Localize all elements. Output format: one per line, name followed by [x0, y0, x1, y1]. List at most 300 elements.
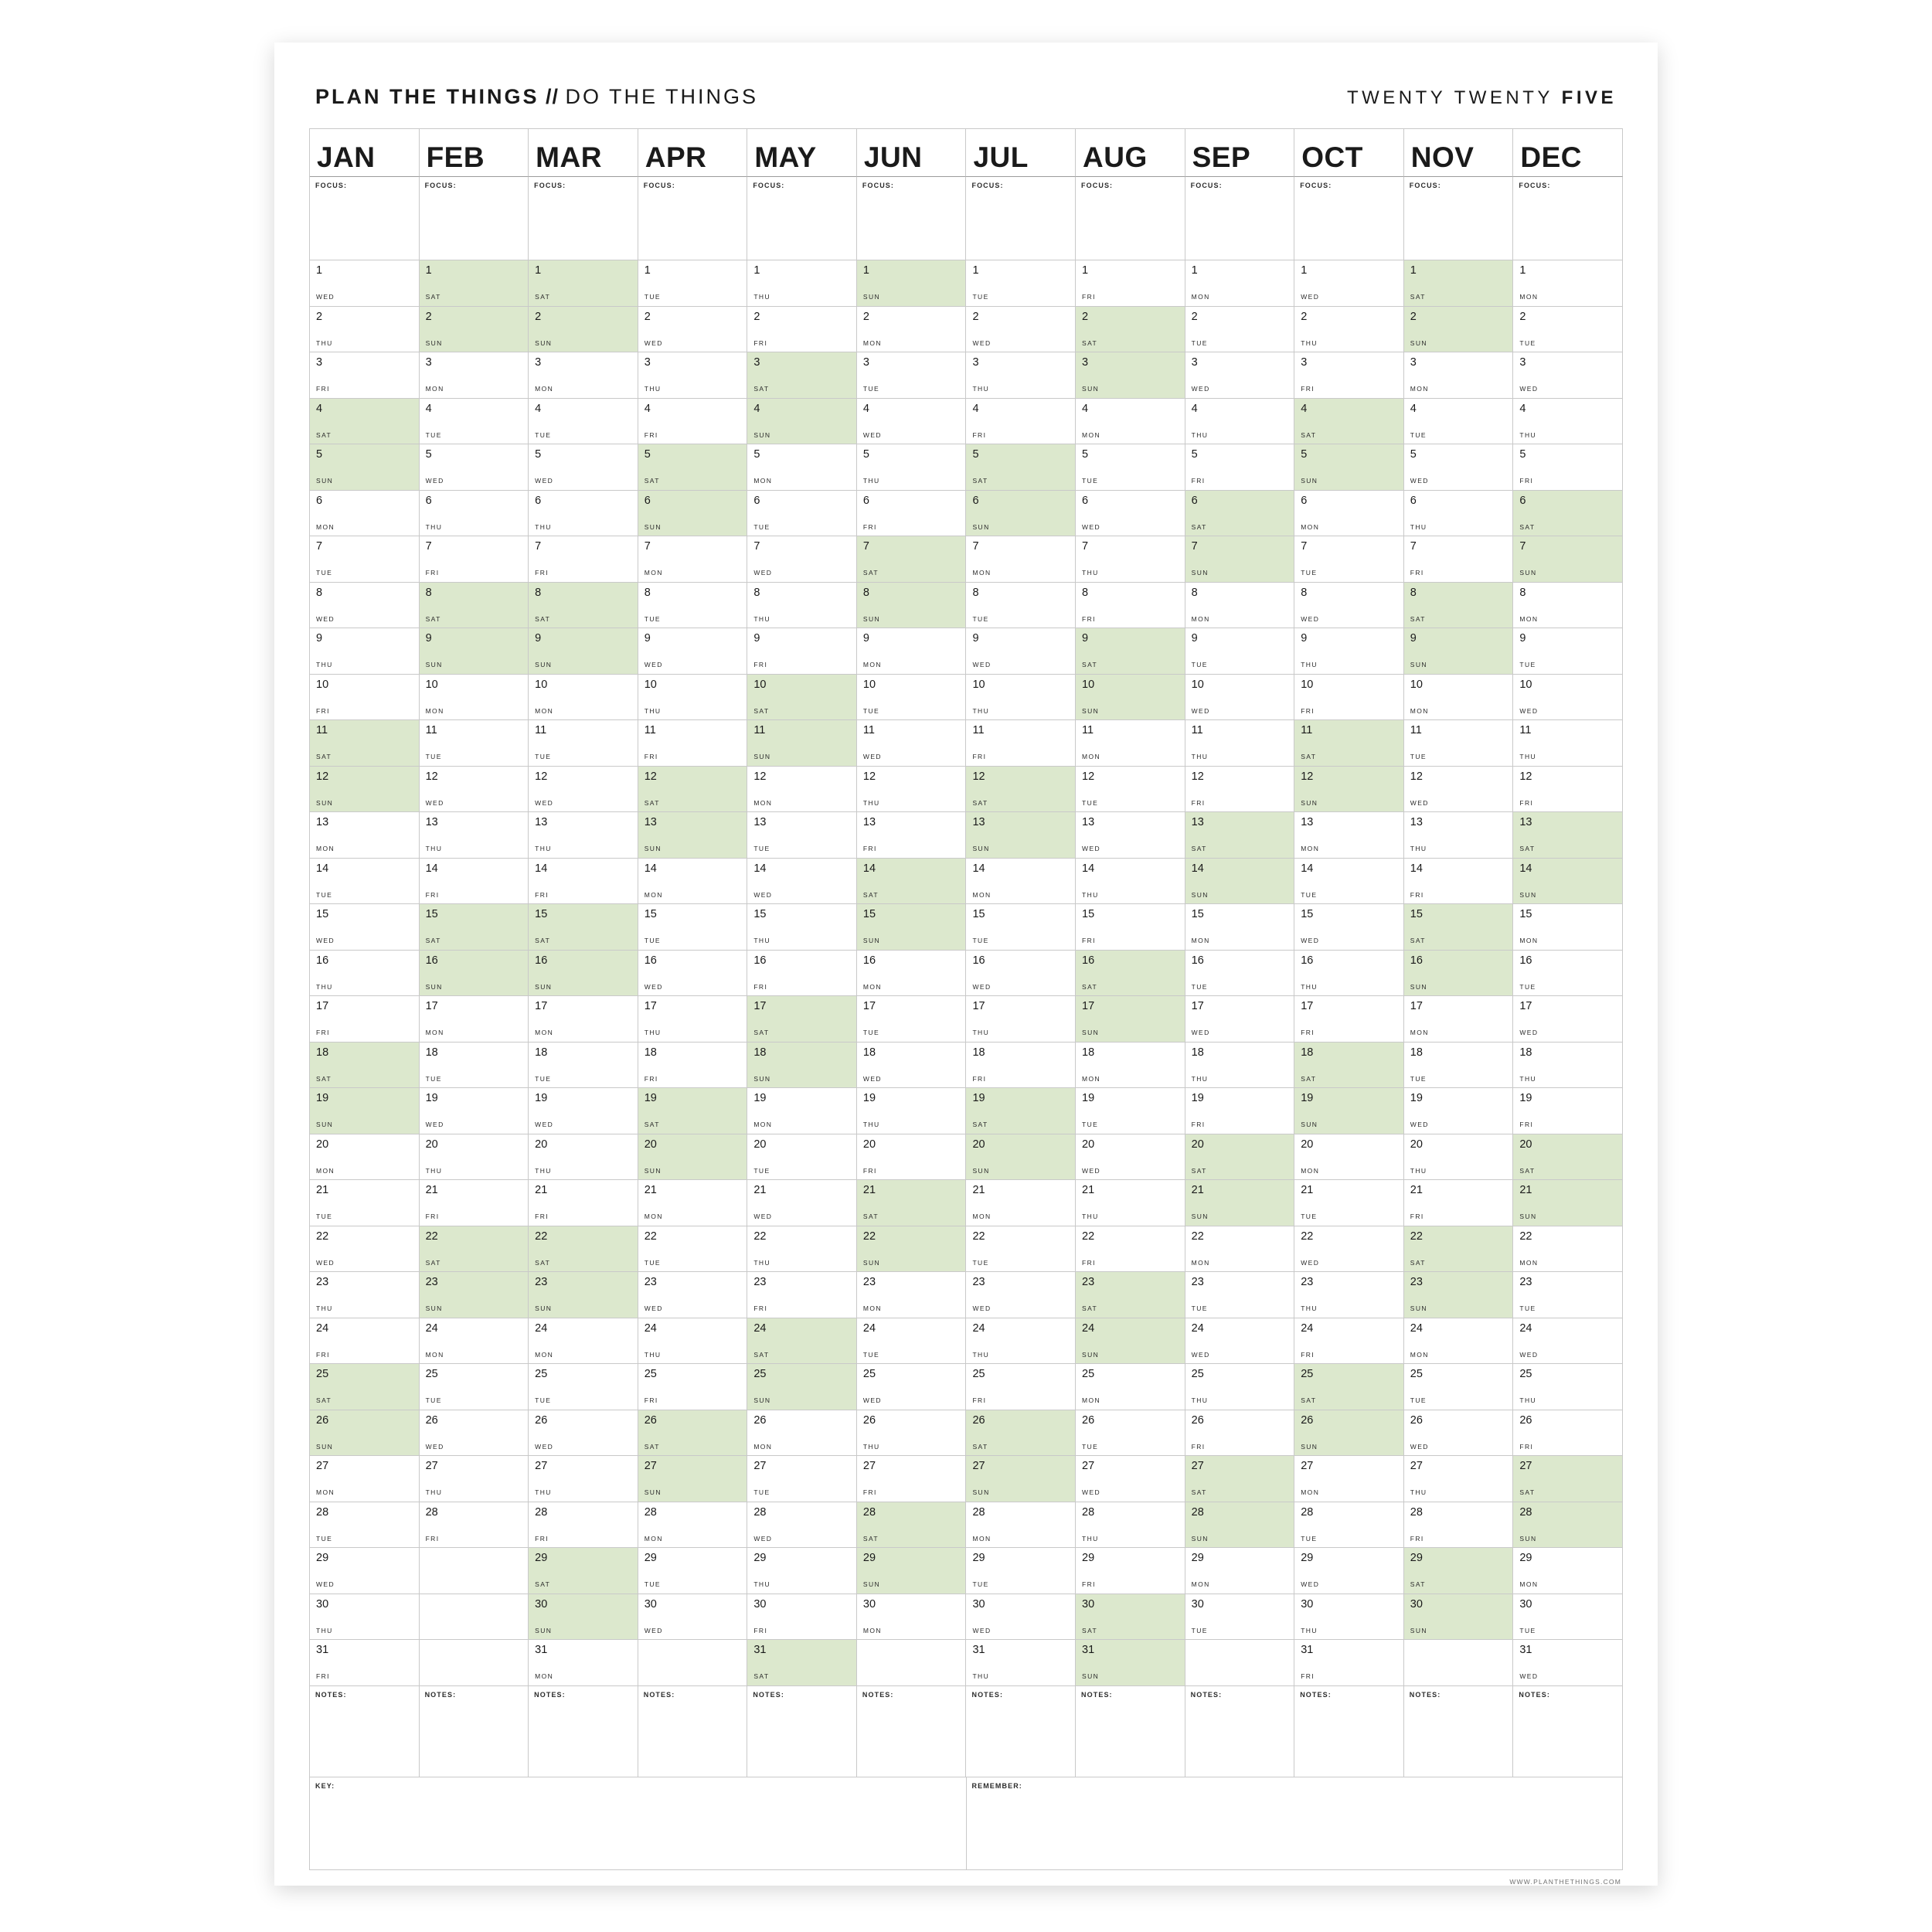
day-cell-apr-24[interactable] — [638, 1318, 748, 1365]
day-cell-oct-15[interactable] — [1294, 904, 1404, 951]
day-cell-aug-17[interactable] — [1076, 996, 1185, 1043]
day-cell-jan-31[interactable] — [310, 1640, 420, 1686]
day-cell-mar-28[interactable] — [529, 1502, 638, 1549]
day-cell-aug-15[interactable] — [1076, 904, 1185, 951]
day-cell-jul-2[interactable] — [966, 307, 1076, 353]
day-cell-nov-19[interactable] — [1404, 1088, 1514, 1134]
day-cell-apr-14[interactable] — [638, 859, 748, 905]
day-cell-apr-28[interactable] — [638, 1502, 748, 1549]
day-cell-jan-20[interactable] — [310, 1134, 420, 1181]
day-cell-oct-9[interactable] — [1294, 628, 1404, 675]
focus-cell-feb[interactable] — [420, 177, 529, 260]
day-cell-sep-23[interactable] — [1185, 1272, 1295, 1318]
day-cell-jan-24[interactable] — [310, 1318, 420, 1365]
day-cell-apr-27[interactable] — [638, 1456, 748, 1502]
day-cell-jul-11[interactable] — [966, 720, 1076, 767]
day-cell-feb-26[interactable] — [420, 1410, 529, 1457]
day-cell-jun-6[interactable] — [857, 491, 967, 537]
day-cell-oct-20[interactable] — [1294, 1134, 1404, 1181]
day-cell-dec-2[interactable] — [1513, 307, 1623, 353]
day-cell-aug-21[interactable] — [1076, 1180, 1185, 1226]
day-cell-mar-30[interactable] — [529, 1594, 638, 1641]
day-cell-mar-21[interactable] — [529, 1180, 638, 1226]
day-cell-aug-19[interactable] — [1076, 1088, 1185, 1134]
day-cell-may-6[interactable] — [747, 491, 857, 537]
day-cell-dec-7[interactable] — [1513, 536, 1623, 583]
day-cell-mar-4[interactable] — [529, 399, 638, 445]
day-cell-sep-8[interactable] — [1185, 583, 1295, 629]
day-cell-aug-30[interactable] — [1076, 1594, 1185, 1641]
notes-cell-may[interactable] — [747, 1686, 857, 1777]
day-cell-mar-12[interactable] — [529, 767, 638, 813]
day-cell-may-4[interactable] — [747, 399, 857, 445]
day-cell-oct-18[interactable] — [1294, 1043, 1404, 1089]
day-cell-jan-1[interactable] — [310, 260, 420, 307]
day-cell-jun-18[interactable] — [857, 1043, 967, 1089]
focus-cell-sep[interactable] — [1185, 177, 1295, 260]
day-cell-oct-30[interactable] — [1294, 1594, 1404, 1641]
day-cell-jun-25[interactable] — [857, 1364, 967, 1410]
day-cell-may-10[interactable] — [747, 675, 857, 721]
focus-cell-mar[interactable] — [529, 177, 638, 260]
day-cell-may-28[interactable] — [747, 1502, 857, 1549]
day-cell-jan-16[interactable] — [310, 951, 420, 997]
day-cell-sep-13[interactable] — [1185, 812, 1295, 859]
day-cell-may-18[interactable] — [747, 1043, 857, 1089]
day-cell-sep-29[interactable] — [1185, 1548, 1295, 1594]
notes-cell-nov[interactable] — [1404, 1686, 1514, 1777]
day-cell-feb-4[interactable] — [420, 399, 529, 445]
day-cell-nov-12[interactable] — [1404, 767, 1514, 813]
day-cell-apr-16[interactable] — [638, 951, 748, 997]
day-cell-sep-5[interactable] — [1185, 444, 1295, 491]
day-cell-sep-17[interactable] — [1185, 996, 1295, 1043]
day-cell-nov-3[interactable] — [1404, 352, 1514, 399]
day-cell-mar-31[interactable] — [529, 1640, 638, 1686]
day-cell-oct-4[interactable] — [1294, 399, 1404, 445]
day-cell-may-12[interactable] — [747, 767, 857, 813]
day-cell-sep-16[interactable] — [1185, 951, 1295, 997]
day-cell-dec-8[interactable] — [1513, 583, 1623, 629]
day-cell-sep-2[interactable] — [1185, 307, 1295, 353]
notes-cell-jul[interactable] — [966, 1686, 1076, 1777]
day-cell-jun-21[interactable] — [857, 1180, 967, 1226]
day-cell-feb-1[interactable] — [420, 260, 529, 307]
day-cell-sep-22[interactable] — [1185, 1226, 1295, 1273]
day-cell-sep-28[interactable] — [1185, 1502, 1295, 1549]
day-cell-oct-26[interactable] — [1294, 1410, 1404, 1457]
day-cell-jun-2[interactable] — [857, 307, 967, 353]
day-cell-aug-14[interactable] — [1076, 859, 1185, 905]
day-cell-jul-4[interactable] — [966, 399, 1076, 445]
day-cell-nov-4[interactable] — [1404, 399, 1514, 445]
day-cell-dec-29[interactable] — [1513, 1548, 1623, 1594]
day-cell-apr-25[interactable] — [638, 1364, 748, 1410]
day-cell-jul-24[interactable] — [966, 1318, 1076, 1365]
day-cell-jan-6[interactable] — [310, 491, 420, 537]
day-cell-may-8[interactable] — [747, 583, 857, 629]
day-cell-mar-10[interactable] — [529, 675, 638, 721]
day-cell-mar-19[interactable] — [529, 1088, 638, 1134]
day-cell-may-24[interactable] — [747, 1318, 857, 1365]
notes-cell-sep[interactable] — [1185, 1686, 1295, 1777]
day-cell-jun-5[interactable] — [857, 444, 967, 491]
day-cell-apr-18[interactable] — [638, 1043, 748, 1089]
day-cell-nov-22[interactable] — [1404, 1226, 1514, 1273]
day-cell-jul-25[interactable] — [966, 1364, 1076, 1410]
day-cell-oct-7[interactable] — [1294, 536, 1404, 583]
day-cell-feb-10[interactable] — [420, 675, 529, 721]
day-cell-jan-4[interactable] — [310, 399, 420, 445]
day-cell-may-16[interactable] — [747, 951, 857, 997]
day-cell-nov-14[interactable] — [1404, 859, 1514, 905]
notes-cell-jan[interactable] — [310, 1686, 420, 1777]
day-cell-feb-12[interactable] — [420, 767, 529, 813]
day-cell-nov-29[interactable] — [1404, 1548, 1514, 1594]
day-cell-apr-7[interactable] — [638, 536, 748, 583]
day-cell-jan-22[interactable] — [310, 1226, 420, 1273]
day-cell-jan-18[interactable] — [310, 1043, 420, 1089]
day-cell-jul-31[interactable] — [966, 1640, 1076, 1686]
day-cell-aug-3[interactable] — [1076, 352, 1185, 399]
day-cell-oct-17[interactable] — [1294, 996, 1404, 1043]
day-cell-oct-12[interactable] — [1294, 767, 1404, 813]
day-cell-may-26[interactable] — [747, 1410, 857, 1457]
day-cell-nov-17[interactable] — [1404, 996, 1514, 1043]
day-cell-dec-15[interactable] — [1513, 904, 1623, 951]
day-cell-apr-4[interactable] — [638, 399, 748, 445]
day-cell-jun-12[interactable] — [857, 767, 967, 813]
day-cell-jan-11[interactable] — [310, 720, 420, 767]
focus-cell-nov[interactable] — [1404, 177, 1514, 260]
focus-cell-dec[interactable] — [1513, 177, 1623, 260]
day-cell-jun-20[interactable] — [857, 1134, 967, 1181]
day-cell-jun-1[interactable] — [857, 260, 967, 307]
day-cell-aug-22[interactable] — [1076, 1226, 1185, 1273]
day-cell-dec-4[interactable] — [1513, 399, 1623, 445]
day-cell-dec-22[interactable] — [1513, 1226, 1623, 1273]
day-cell-jul-5[interactable] — [966, 444, 1076, 491]
day-cell-sep-20[interactable] — [1185, 1134, 1295, 1181]
day-cell-jan-30[interactable] — [310, 1594, 420, 1641]
day-cell-sep-18[interactable] — [1185, 1043, 1295, 1089]
day-cell-aug-27[interactable] — [1076, 1456, 1185, 1502]
day-cell-jun-8[interactable] — [857, 583, 967, 629]
day-cell-jun-26[interactable] — [857, 1410, 967, 1457]
day-cell-mar-14[interactable] — [529, 859, 638, 905]
day-cell-jun-4[interactable] — [857, 399, 967, 445]
day-cell-nov-18[interactable] — [1404, 1043, 1514, 1089]
day-cell-aug-26[interactable] — [1076, 1410, 1185, 1457]
day-cell-feb-16[interactable] — [420, 951, 529, 997]
day-cell-jul-10[interactable] — [966, 675, 1076, 721]
day-cell-jan-28[interactable] — [310, 1502, 420, 1549]
day-cell-jan-19[interactable] — [310, 1088, 420, 1134]
day-cell-jul-30[interactable] — [966, 1594, 1076, 1641]
day-cell-jun-17[interactable] — [857, 996, 967, 1043]
day-cell-jul-7[interactable] — [966, 536, 1076, 583]
day-cell-aug-18[interactable] — [1076, 1043, 1185, 1089]
day-cell-sep-19[interactable] — [1185, 1088, 1295, 1134]
day-cell-aug-2[interactable] — [1076, 307, 1185, 353]
day-cell-may-29[interactable] — [747, 1548, 857, 1594]
day-cell-mar-26[interactable] — [529, 1410, 638, 1457]
day-cell-may-11[interactable] — [747, 720, 857, 767]
day-cell-dec-17[interactable] — [1513, 996, 1623, 1043]
day-cell-feb-19[interactable] — [420, 1088, 529, 1134]
day-cell-apr-17[interactable] — [638, 996, 748, 1043]
day-cell-oct-13[interactable] — [1294, 812, 1404, 859]
day-cell-aug-24[interactable] — [1076, 1318, 1185, 1365]
key-cell[interactable] — [310, 1777, 967, 1870]
day-cell-jun-14[interactable] — [857, 859, 967, 905]
day-cell-aug-4[interactable] — [1076, 399, 1185, 445]
day-cell-nov-25[interactable] — [1404, 1364, 1514, 1410]
day-cell-feb-18[interactable] — [420, 1043, 529, 1089]
day-cell-dec-28[interactable] — [1513, 1502, 1623, 1549]
day-cell-feb-15[interactable] — [420, 904, 529, 951]
day-cell-jul-21[interactable] — [966, 1180, 1076, 1226]
day-cell-dec-13[interactable] — [1513, 812, 1623, 859]
day-cell-oct-24[interactable] — [1294, 1318, 1404, 1365]
day-cell-mar-29[interactable] — [529, 1548, 638, 1594]
day-cell-jan-27[interactable] — [310, 1456, 420, 1502]
day-cell-nov-7[interactable] — [1404, 536, 1514, 583]
day-cell-jun-11[interactable] — [857, 720, 967, 767]
day-cell-sep-21[interactable] — [1185, 1180, 1295, 1226]
day-cell-may-5[interactable] — [747, 444, 857, 491]
notes-cell-oct[interactable] — [1294, 1686, 1404, 1777]
day-cell-jan-5[interactable] — [310, 444, 420, 491]
day-cell-sep-30[interactable] — [1185, 1594, 1295, 1641]
focus-cell-jul[interactable] — [966, 177, 1076, 260]
day-cell-nov-8[interactable] — [1404, 583, 1514, 629]
day-cell-jan-8[interactable] — [310, 583, 420, 629]
day-cell-jul-28[interactable] — [966, 1502, 1076, 1549]
day-cell-apr-6[interactable] — [638, 491, 748, 537]
day-cell-oct-2[interactable] — [1294, 307, 1404, 353]
focus-cell-aug[interactable] — [1076, 177, 1185, 260]
day-cell-jul-17[interactable] — [966, 996, 1076, 1043]
day-cell-dec-25[interactable] — [1513, 1364, 1623, 1410]
day-cell-feb-23[interactable] — [420, 1272, 529, 1318]
day-cell-sep-25[interactable] — [1185, 1364, 1295, 1410]
day-cell-may-19[interactable] — [747, 1088, 857, 1134]
day-cell-apr-10[interactable] — [638, 675, 748, 721]
day-cell-nov-9[interactable] — [1404, 628, 1514, 675]
day-cell-feb-6[interactable] — [420, 491, 529, 537]
day-cell-feb-25[interactable] — [420, 1364, 529, 1410]
day-cell-aug-28[interactable] — [1076, 1502, 1185, 1549]
day-cell-jul-23[interactable] — [966, 1272, 1076, 1318]
day-cell-aug-11[interactable] — [1076, 720, 1185, 767]
day-cell-dec-6[interactable] — [1513, 491, 1623, 537]
day-cell-jan-25[interactable] — [310, 1364, 420, 1410]
day-cell-mar-16[interactable] — [529, 951, 638, 997]
day-cell-nov-15[interactable] — [1404, 904, 1514, 951]
day-cell-jun-24[interactable] — [857, 1318, 967, 1365]
day-cell-may-17[interactable] — [747, 996, 857, 1043]
day-cell-jul-14[interactable] — [966, 859, 1076, 905]
day-cell-nov-6[interactable] — [1404, 491, 1514, 537]
day-cell-nov-16[interactable] — [1404, 951, 1514, 997]
day-cell-apr-15[interactable] — [638, 904, 748, 951]
day-cell-jul-6[interactable] — [966, 491, 1076, 537]
day-cell-jul-13[interactable] — [966, 812, 1076, 859]
day-cell-apr-19[interactable] — [638, 1088, 748, 1134]
day-cell-jun-22[interactable] — [857, 1226, 967, 1273]
day-cell-jan-13[interactable] — [310, 812, 420, 859]
day-cell-nov-23[interactable] — [1404, 1272, 1514, 1318]
day-cell-oct-29[interactable] — [1294, 1548, 1404, 1594]
day-cell-aug-25[interactable] — [1076, 1364, 1185, 1410]
day-cell-may-22[interactable] — [747, 1226, 857, 1273]
day-cell-mar-7[interactable] — [529, 536, 638, 583]
day-cell-apr-13[interactable] — [638, 812, 748, 859]
day-cell-sep-24[interactable] — [1185, 1318, 1295, 1365]
day-cell-aug-8[interactable] — [1076, 583, 1185, 629]
day-cell-nov-24[interactable] — [1404, 1318, 1514, 1365]
day-cell-jun-15[interactable] — [857, 904, 967, 951]
notes-cell-feb[interactable] — [420, 1686, 529, 1777]
day-cell-jul-27[interactable] — [966, 1456, 1076, 1502]
day-cell-nov-11[interactable] — [1404, 720, 1514, 767]
day-cell-feb-28[interactable] — [420, 1502, 529, 1549]
day-cell-apr-3[interactable] — [638, 352, 748, 399]
notes-cell-apr[interactable] — [638, 1686, 748, 1777]
day-cell-sep-7[interactable] — [1185, 536, 1295, 583]
day-cell-mar-17[interactable] — [529, 996, 638, 1043]
day-cell-mar-18[interactable] — [529, 1043, 638, 1089]
day-cell-aug-5[interactable] — [1076, 444, 1185, 491]
day-cell-oct-14[interactable] — [1294, 859, 1404, 905]
day-cell-aug-13[interactable] — [1076, 812, 1185, 859]
focus-cell-jan[interactable] — [310, 177, 420, 260]
day-cell-mar-11[interactable] — [529, 720, 638, 767]
day-cell-apr-12[interactable] — [638, 767, 748, 813]
day-cell-aug-7[interactable] — [1076, 536, 1185, 583]
day-cell-oct-10[interactable] — [1294, 675, 1404, 721]
day-cell-dec-23[interactable] — [1513, 1272, 1623, 1318]
day-cell-may-15[interactable] — [747, 904, 857, 951]
day-cell-jan-3[interactable] — [310, 352, 420, 399]
day-cell-may-20[interactable] — [747, 1134, 857, 1181]
day-cell-nov-21[interactable] — [1404, 1180, 1514, 1226]
day-cell-apr-1[interactable] — [638, 260, 748, 307]
day-cell-jul-20[interactable] — [966, 1134, 1076, 1181]
day-cell-nov-28[interactable] — [1404, 1502, 1514, 1549]
day-cell-dec-26[interactable] — [1513, 1410, 1623, 1457]
day-cell-sep-14[interactable] — [1185, 859, 1295, 905]
day-cell-mar-25[interactable] — [529, 1364, 638, 1410]
day-cell-jan-2[interactable] — [310, 307, 420, 353]
day-cell-oct-19[interactable] — [1294, 1088, 1404, 1134]
day-cell-jul-12[interactable] — [966, 767, 1076, 813]
day-cell-feb-27[interactable] — [420, 1456, 529, 1502]
day-cell-sep-27[interactable] — [1185, 1456, 1295, 1502]
focus-cell-may[interactable] — [747, 177, 857, 260]
day-cell-feb-22[interactable] — [420, 1226, 529, 1273]
day-cell-oct-6[interactable] — [1294, 491, 1404, 537]
day-cell-mar-3[interactable] — [529, 352, 638, 399]
day-cell-may-1[interactable] — [747, 260, 857, 307]
day-cell-nov-30[interactable] — [1404, 1594, 1514, 1641]
day-cell-oct-3[interactable] — [1294, 352, 1404, 399]
day-cell-oct-27[interactable] — [1294, 1456, 1404, 1502]
day-cell-jun-16[interactable] — [857, 951, 967, 997]
day-cell-dec-31[interactable] — [1513, 1640, 1623, 1686]
day-cell-mar-20[interactable] — [529, 1134, 638, 1181]
day-cell-mar-22[interactable] — [529, 1226, 638, 1273]
notes-cell-mar[interactable] — [529, 1686, 638, 1777]
day-cell-may-21[interactable] — [747, 1180, 857, 1226]
day-cell-sep-3[interactable] — [1185, 352, 1295, 399]
day-cell-dec-20[interactable] — [1513, 1134, 1623, 1181]
day-cell-oct-31[interactable] — [1294, 1640, 1404, 1686]
day-cell-jan-23[interactable] — [310, 1272, 420, 1318]
day-cell-aug-6[interactable] — [1076, 491, 1185, 537]
day-cell-jan-26[interactable] — [310, 1410, 420, 1457]
day-cell-feb-14[interactable] — [420, 859, 529, 905]
day-cell-apr-11[interactable] — [638, 720, 748, 767]
day-cell-oct-5[interactable] — [1294, 444, 1404, 491]
day-cell-mar-9[interactable] — [529, 628, 638, 675]
day-cell-sep-6[interactable] — [1185, 491, 1295, 537]
day-cell-jul-22[interactable] — [966, 1226, 1076, 1273]
day-cell-mar-2[interactable] — [529, 307, 638, 353]
day-cell-mar-13[interactable] — [529, 812, 638, 859]
day-cell-jul-9[interactable] — [966, 628, 1076, 675]
day-cell-oct-1[interactable] — [1294, 260, 1404, 307]
day-cell-jan-21[interactable] — [310, 1180, 420, 1226]
day-cell-sep-15[interactable] — [1185, 904, 1295, 951]
day-cell-apr-26[interactable] — [638, 1410, 748, 1457]
focus-cell-apr[interactable] — [638, 177, 748, 260]
day-cell-aug-23[interactable] — [1076, 1272, 1185, 1318]
day-cell-jun-7[interactable] — [857, 536, 967, 583]
day-cell-may-25[interactable] — [747, 1364, 857, 1410]
day-cell-may-7[interactable] — [747, 536, 857, 583]
day-cell-oct-22[interactable] — [1294, 1226, 1404, 1273]
day-cell-aug-20[interactable] — [1076, 1134, 1185, 1181]
day-cell-oct-16[interactable] — [1294, 951, 1404, 997]
day-cell-dec-30[interactable] — [1513, 1594, 1623, 1641]
day-cell-jan-29[interactable] — [310, 1548, 420, 1594]
day-cell-sep-4[interactable] — [1185, 399, 1295, 445]
day-cell-mar-1[interactable] — [529, 260, 638, 307]
day-cell-may-9[interactable] — [747, 628, 857, 675]
day-cell-jun-9[interactable] — [857, 628, 967, 675]
day-cell-jul-8[interactable] — [966, 583, 1076, 629]
day-cell-aug-10[interactable] — [1076, 675, 1185, 721]
day-cell-may-3[interactable] — [747, 352, 857, 399]
day-cell-dec-12[interactable] — [1513, 767, 1623, 813]
day-cell-dec-9[interactable] — [1513, 628, 1623, 675]
day-cell-feb-7[interactable] — [420, 536, 529, 583]
day-cell-mar-27[interactable] — [529, 1456, 638, 1502]
day-cell-dec-16[interactable] — [1513, 951, 1623, 997]
day-cell-feb-2[interactable] — [420, 307, 529, 353]
day-cell-jan-12[interactable] — [310, 767, 420, 813]
day-cell-jul-26[interactable] — [966, 1410, 1076, 1457]
day-cell-feb-13[interactable] — [420, 812, 529, 859]
day-cell-nov-10[interactable] — [1404, 675, 1514, 721]
day-cell-aug-31[interactable] — [1076, 1640, 1185, 1686]
day-cell-sep-12[interactable] — [1185, 767, 1295, 813]
notes-cell-aug[interactable] — [1076, 1686, 1185, 1777]
day-cell-jun-23[interactable] — [857, 1272, 967, 1318]
notes-cell-dec[interactable] — [1513, 1686, 1623, 1777]
